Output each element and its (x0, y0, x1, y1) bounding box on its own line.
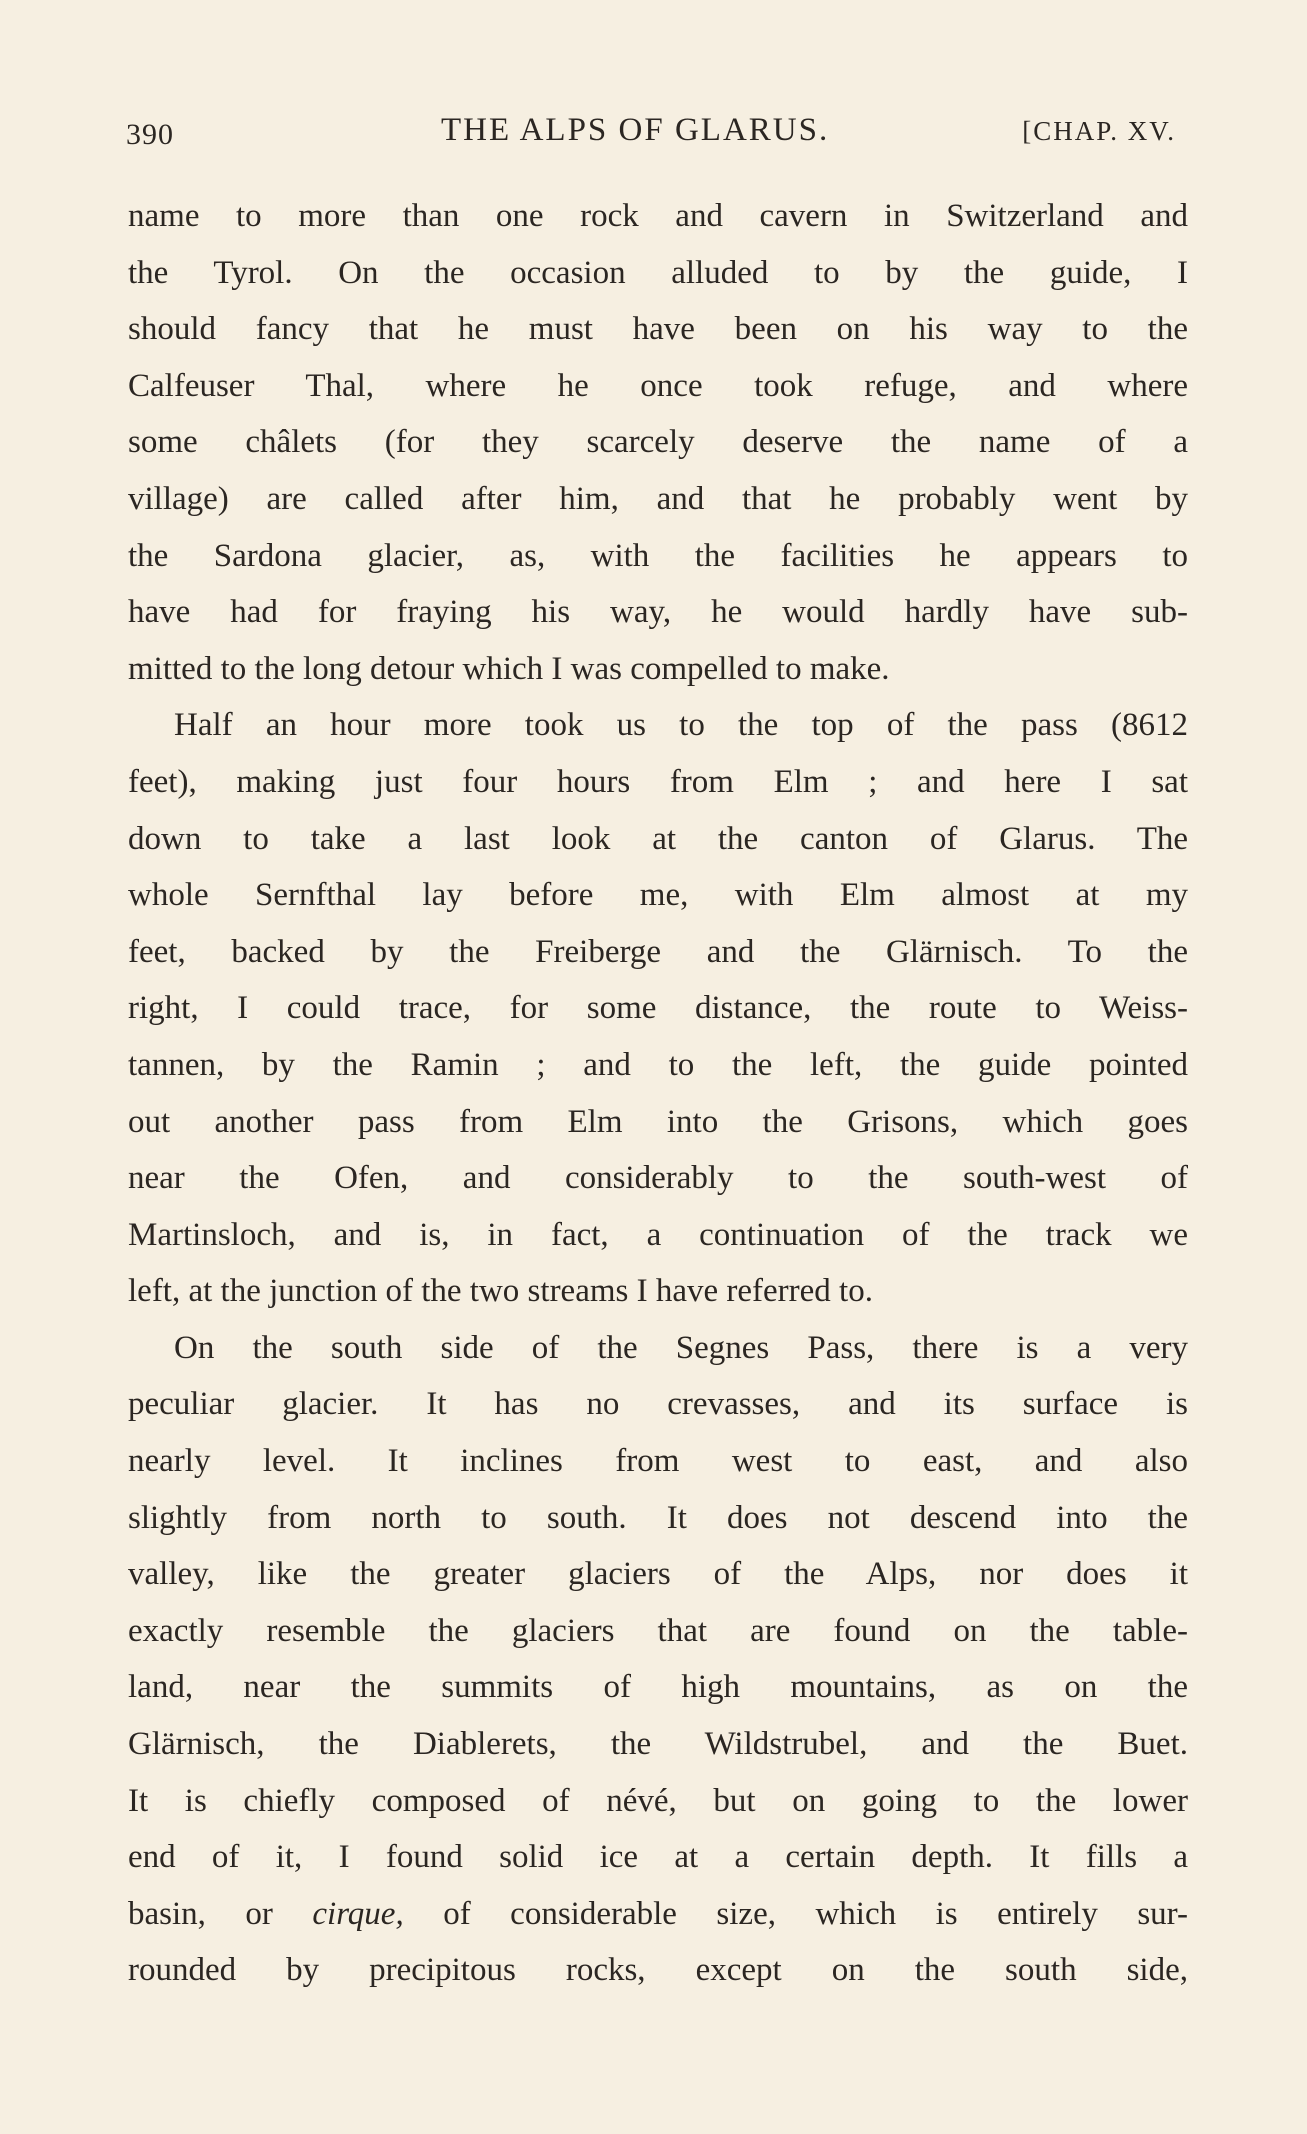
text-line: the Tyrol. On the occasion alluded to by the guide, I (128, 254, 1188, 291)
line-segment: of considerable size, which is entirely sur- (443, 1895, 1188, 1932)
text-line: Glärnisch, the Diablerets, the Wildstrubel, and the Buet. (128, 1726, 1188, 1763)
text-line: the Sardona glacier, as, with the facilities he appears to (128, 537, 1188, 574)
text-line: rounded by precipitous rocks, except on the south side, (128, 1952, 1188, 1989)
text-line: valley, like the greater glaciers of the Alps, nor does it (128, 1556, 1188, 1593)
line-segment: basin, or (128, 1895, 273, 1932)
text-line: name to more than one rock and cavern in Switzerland and (128, 198, 1188, 234)
text-line: feet, backed by the Freiberge and the Glärnisch. To the (128, 933, 1188, 970)
running-head (126, 112, 1176, 158)
text-line: some châlets (for they scarcely deserve the name of a (128, 424, 1188, 461)
text-line: out another pass from Elm into the Grisons, which goes (128, 1103, 1188, 1140)
text-line: nearly level. It inclines from west to east, and also (128, 1443, 1188, 1480)
text-line: left, at the junction of the two streams I have referred to. (128, 1273, 873, 1310)
text-line: should fancy that he must have been on his way to the (128, 311, 1188, 348)
text-line: near the Ofen, and considerably to the south-west of (128, 1160, 1188, 1197)
chapter-reference: [CHAP. XV. (1022, 116, 1176, 146)
text-line: slightly from north to south. It does not descend into the (128, 1499, 1188, 1536)
text-line: feet), making just four hours from Elm ; and here I sat (128, 763, 1188, 800)
running-title: THE ALPS OF GLARUS. (441, 112, 830, 148)
italic-term: cirque, (312, 1895, 404, 1932)
text-line: Half an hour more took us to the top of the pass (8612 (174, 707, 1188, 744)
page-number: 390 (126, 118, 174, 151)
text-line: village) are called after him, and that he probably went by (128, 480, 1188, 517)
text-line: end of it, I found solid ice at a certain depth. It fills a (128, 1839, 1188, 1876)
text-line: Martinsloch, and is, in fact, a continuation of the track we (128, 1216, 1188, 1253)
text-line: whole Sernfthal lay before me, with Elm almost at my (128, 877, 1188, 914)
text-line: It is chiefly composed of névé, but on going to the lower (128, 1782, 1188, 1819)
text-line: down to take a last look at the canton of Glarus. The (128, 820, 1188, 857)
text-line: peculiar glacier. It has no crevasses, and its surface is (128, 1386, 1188, 1423)
body-text (128, 188, 1188, 1999)
text-line: mitted to the long detour which I was compelled to make. (128, 650, 890, 687)
text-line: have had for fraying his way, he would hardly have sub- (128, 594, 1188, 631)
text-line-with-italic (128, 1886, 1188, 1943)
text-line: exactly resemble the glaciers that are found on the table- (128, 1612, 1188, 1649)
text-line: On the south side of the Segnes Pass, there is a very (174, 1329, 1188, 1366)
text-line: land, near the summits of high mountains, as on the (128, 1669, 1188, 1706)
text-line: tannen, by the Ramin ; and to the left, the guide pointed (128, 1046, 1188, 1083)
text-line: right, I could trace, for some distance, the route to Weiss- (128, 990, 1188, 1027)
text-line: Calfeuser Thal, where he once took refuge, and where (128, 367, 1188, 404)
